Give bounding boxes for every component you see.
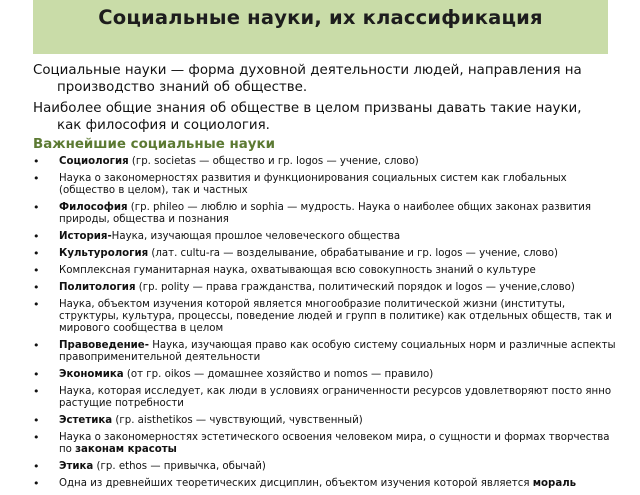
item-text: (гр. phileo — люблю и sophia — мудрость. Наука о наиболее общих законах развития природы, общества и познания [59, 202, 592, 225]
item-text: Одна из древнейших теоретических дисциплин, объектом изучения которой является [59, 478, 533, 489]
science-term: История- [59, 231, 112, 242]
science-term: Политология [59, 282, 136, 293]
science-term: Социология [59, 156, 129, 167]
science-term: Экономика [59, 369, 124, 380]
list-item [33, 432, 625, 456]
page-title: Социальные науки, их классификация [98, 6, 543, 29]
list-item [33, 369, 625, 381]
list-item [33, 340, 625, 364]
item-text: Комплексная гуманитарная наука, охватывающая всю совокупность знаний о культуре [59, 265, 536, 276]
section-heading: Важнейшие социальные науки [33, 137, 275, 152]
item-text: (гр. ethos — привычка, обычай) [93, 461, 266, 472]
paragraph-line: Наиболее общие знания об обществе в целом призваны давать такие науки, [33, 101, 582, 116]
emphasis-term: законам красоты [75, 444, 177, 455]
paragraph-line: Социальные науки — форма духовной деятельности людей, направления на [33, 63, 582, 78]
science-term: Этика [59, 461, 94, 472]
item-text: (лат. cultu-ra — возделывание, обрабатывание и гр. logos — учение, слово) [148, 248, 559, 259]
list-item [33, 386, 625, 410]
list-item [33, 299, 625, 335]
item-text: Наука о закономерностях эстетического освоения человеком мира, о сущности и формах творчества по [59, 432, 610, 455]
science-term: Философия [59, 202, 128, 213]
emphasis-term: мораль [532, 478, 577, 489]
item-text: Наука, изучающая право как особую систему социальных норм и различные аспекты правоприменительной деятельности [59, 340, 616, 363]
item-text: Наука, изучающая прошлое человеческого общества [111, 231, 401, 242]
item-text: Наука, объектом изучения которой является многообразие политической жизни (институты, структуры, культура, процессы, поведение людей и групп в политике) как отдельных обществ, так и мирового сообщества в целом [59, 299, 612, 334]
paragraph-line: производство знаний об обществе. [57, 80, 308, 95]
item-text: (от гр. oikos — домашнее хозяйство и nomos — правило) [123, 369, 434, 380]
science-list [33, 156, 625, 495]
intro-paragraph-2 [33, 100, 623, 134]
list-item [33, 265, 625, 277]
item-text: Наука о закономерностях развития и функционирования социальных систем как глобальных (общество в целом), так и частных [59, 173, 567, 196]
intro-paragraph-1 [33, 62, 623, 96]
paragraph-line: как философия и социология. [57, 118, 270, 133]
science-term: Правоведение- [59, 340, 149, 351]
item-text: (гр. societas — общество и гр. logos — учение, слово) [128, 156, 419, 167]
title-band [33, 0, 608, 54]
item-text: (гр. polity — права гражданства, политический порядок и logos — учение,слово) [135, 282, 575, 293]
list-item [33, 248, 625, 260]
item-text: Наука, которая исследует, как люди в условиях ограниченности ресурсов удовлетворяют посто янно растущие потребности [59, 386, 612, 409]
list-item [33, 156, 625, 168]
science-term: Эстетика [59, 415, 113, 426]
list-item [33, 415, 625, 427]
list-item [33, 231, 625, 243]
list-item [33, 173, 625, 197]
list-item [33, 282, 625, 294]
item-text: (гр. aisthetikos — чувствующий, чувственный) [112, 415, 363, 426]
list-item [33, 461, 625, 473]
science-term: Культурология [59, 248, 149, 259]
list-item [33, 202, 625, 226]
